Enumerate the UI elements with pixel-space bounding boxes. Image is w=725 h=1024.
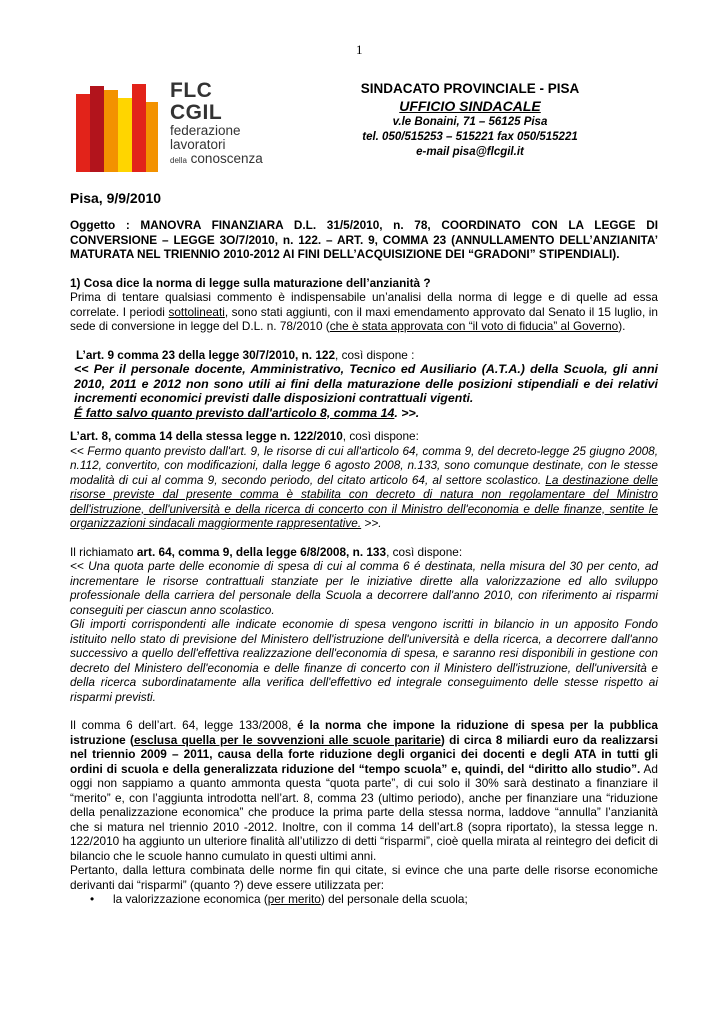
art8-quote-text: << Fermo quanto previsto dall'art. 9, le risorse di cui all'articolo 64, comma 9, del decreto-legge 25 giugno 2008, n.112, convertito, con modificazioni, dalla legge 6 agosto 2008, n.133, sono comunque destinate, con le stesse modalità di cui al comma 9, secondo periodo, del citato articolo 64, al settore scolastico. [70,443,658,487]
art9-intro-text: , così dispone : [335,347,415,362]
logo-bar-yellow [118,98,132,172]
s1-text-b: , sono stati aggiunti, con il maxi emendamento approvato dal Senato il 15 luglio, in sede di conversione in legge del D.L. n. 78/2010 ( [70,304,658,333]
art9-quote [70,362,658,420]
bullet-text [113,892,468,907]
bullet-text-post: ) del personale della scuola; [320,892,468,906]
address: v.le Bonaini, 71 – 56125 Pisa [392,116,548,128]
bullet-text-underlined: per merito [267,892,321,906]
s1-text-a: Prima di tentare qualsiasi commento è indispensabile un’analisi della norma di legge e di quelle ad essa correlate. I periodi [70,290,658,319]
logo-bar-red [76,94,90,172]
art64-intro [70,545,658,560]
flc-cgil-logo [70,80,270,180]
s1-underlined-b: che è stata approvata con “il voto di fiducia” al Governo [329,319,619,333]
phone: tel. 050/515253 – 515221 fax 050/515221 [362,131,578,143]
art8-quote-underlined: La destinazione delle risorse previste dal presente comma è stabilita con decreto di natura non regolamentare del Ministro dell'istruzione, dell'università e della ricerca di concerto con il Ministro dell'economia e delle finanze, sentite le organizzazioni sindacali maggiormente rappresentative. [70,472,658,530]
art8-intro [70,429,658,444]
document-body [70,218,658,907]
email: e-mail pisa@flcgil.it [416,146,524,158]
art9-quote-end: . >>. [394,405,420,420]
logo-bar-dark [90,86,104,172]
art8-quote [70,444,658,531]
art9-intro [70,348,658,363]
logo-text [170,80,270,168]
subject: Oggetto : MANOVRA FINANZIARA D.L. 31/5/2010, n. 78, COORDINATO CON LA LEGGE DI CONVERSIONE – LEGGE 3O/7/2010, n. 122. – ART. 9, COMMA 23 (ANNULLAMENTO DELL’ANZIANITA’ MATURATA NEL TRIENNIO 2010-2012 AI FINI DELL’ACQUISIZIONE DEI “GRADONI” STIPENDIALI). [70,218,658,261]
art8-intro-text: , così dispone: [342,429,419,443]
logo-bar-orange [104,90,118,172]
art64-ref: art. 64, comma 9, della legge 6/8/2008, n. 133 [136,544,387,559]
bullet-text-pre: la valorizzazione economica ( [113,892,268,906]
logo-bar-red2 [132,84,146,172]
bullet-icon: • [90,892,95,906]
art9-quote-text: << Per il personale docente, Amministrativo, Tecnico ed Ausiliario (A.T.A.) della Scuola, gli anni 2010, 2011 e 2012 non sono utili ai fini della maturazione delle posizioni stipendiali e dei relativi incrementi economici previsti dalle disposizioni contrattuali vigenti. [74,362,658,405]
org-name: SINDACATO PROVINCIALE - PISA [360,81,580,96]
comma6-paragraph [70,718,658,863]
comma6-text-2: Ad oggi non sappiamo a quanto ammonta questa “quota parte”, di cui solo il 30% sarà destinato a finanziare il “merito” e, con l’aggiunta introdotta nell’art. 8, comma 23 (ultimo periodo), anche per finanziare una “riduzione della penalizzazione economica” che produce la prima parte della stessa norma, laddove “annulla” l’anzianità che si matura nel triennio 2010 -2012. Inoltre, con il comma 14 dell’art.8 (sopra riportato), la stessa legge n. 122/2010 ha aggiunto un ulteriore finalità all’utilizzo di detti “risparmi”, cioè quella mirata al reintegro dei deficit di bilancio che le scuole hanno cumulato in questi ultimi anni. [70,761,658,863]
logo-line-1: federazione [170,123,241,138]
logo-line-3-small: della [170,156,187,165]
art64-intro-text: Il richiamato [70,544,137,559]
page-number: 1 [356,42,363,57]
art9-ref: L’art. 9 comma 23 della legge 30/7/2010, n. 122 [76,347,336,362]
list-item [70,892,658,907]
art9-quote-underlined: É fatto salvo quanto previsto dall'articolo 8, comma 14 [74,405,395,420]
logo-line-3 [170,152,270,168]
conclusion-paragraph: Pertanto, dalla lettura combinata delle norme fin qui citate, si evince che una parte delle risorse economiche derivanti dai “risparmi” (quanto ?) deve essere utilizzata per: [70,863,658,892]
letter-date: Pisa, 9/9/2010 [70,190,162,206]
comma6-bold-underlined: esclusa quella per le sovvenzioni alle scuole paritarie [133,732,441,747]
s1-text-end: ). [618,319,626,333]
logo-line-3-main: conoscenza [190,151,263,166]
section1-paragraph [70,290,658,334]
art64-intro-end: , così dispone: [386,544,463,559]
office-name: UFFICIO SINDACALE [399,98,541,114]
s1-underlined-a: sottolineati [168,304,225,319]
art64-quote-2: Gli importi corrispondenti alle indicate economie di spesa vengono iscritti in bilancio in un apposito Fondo istituito nello stato di previsione del Ministero dell'istruzione dell'università e della ricerca, a decorrere dall'anno successivo a quello dell'effettiva realizzazione dell'economia di spesa, e saranno resi disponibili in gestione con decreto del Ministero dell'economia e delle finanze di concerto con il Ministero dell'istruzione, dell'università e della ricerca subordinatamente alla verifica dell'effettivo ed integrale conseguimento delle stesse rispetto ai risparmi previsti. [70,617,658,704]
art8-ref: L’art. 8, comma 14 della stessa legge n. 122/2010 [70,429,343,443]
logo-bar-orange2 [146,102,158,172]
logo-title: FLC CGIL [170,79,223,124]
comma6-bold-1: é la norma che impone la riduzione di spesa per la pubblica istruzione ( [70,718,658,747]
letterhead [300,80,640,160]
comma6-bold-2: ) di circa 8 miliardi euro da realizzarsi nel triennio 2009 – 2011, causa della forte riduzione degli organici dei docenti e degli ATA in tutti gli ordini di scuola e della generalizzata riduzione del “tempo scuola” e, quindi, del “diritto allo studio”. [70,732,659,776]
comma6-text-1: Il comma 6 dell’art. 64, legge 133/2008, [70,718,298,732]
art64-quote-1: << Una quota parte delle economie di spesa di cui al comma 6 é destinata, nella misura del 30 per cento, ad incrementare le risorse contrattuali stanziate per le iniziative dirette alla valorizzazione ed allo sviluppo professionale della carriera del personale della Scuola a decorrere dall'anno 2010, con riferimento ai risparmi conseguiti per ciascun anno scolastico. [70,559,658,617]
section1-heading: 1) Cosa dice la norma di legge sulla maturazione dell’anzianità ? [70,275,431,290]
art8-quote-end: >>. [361,516,382,530]
logo-line-2: lavoratori [170,137,226,152]
